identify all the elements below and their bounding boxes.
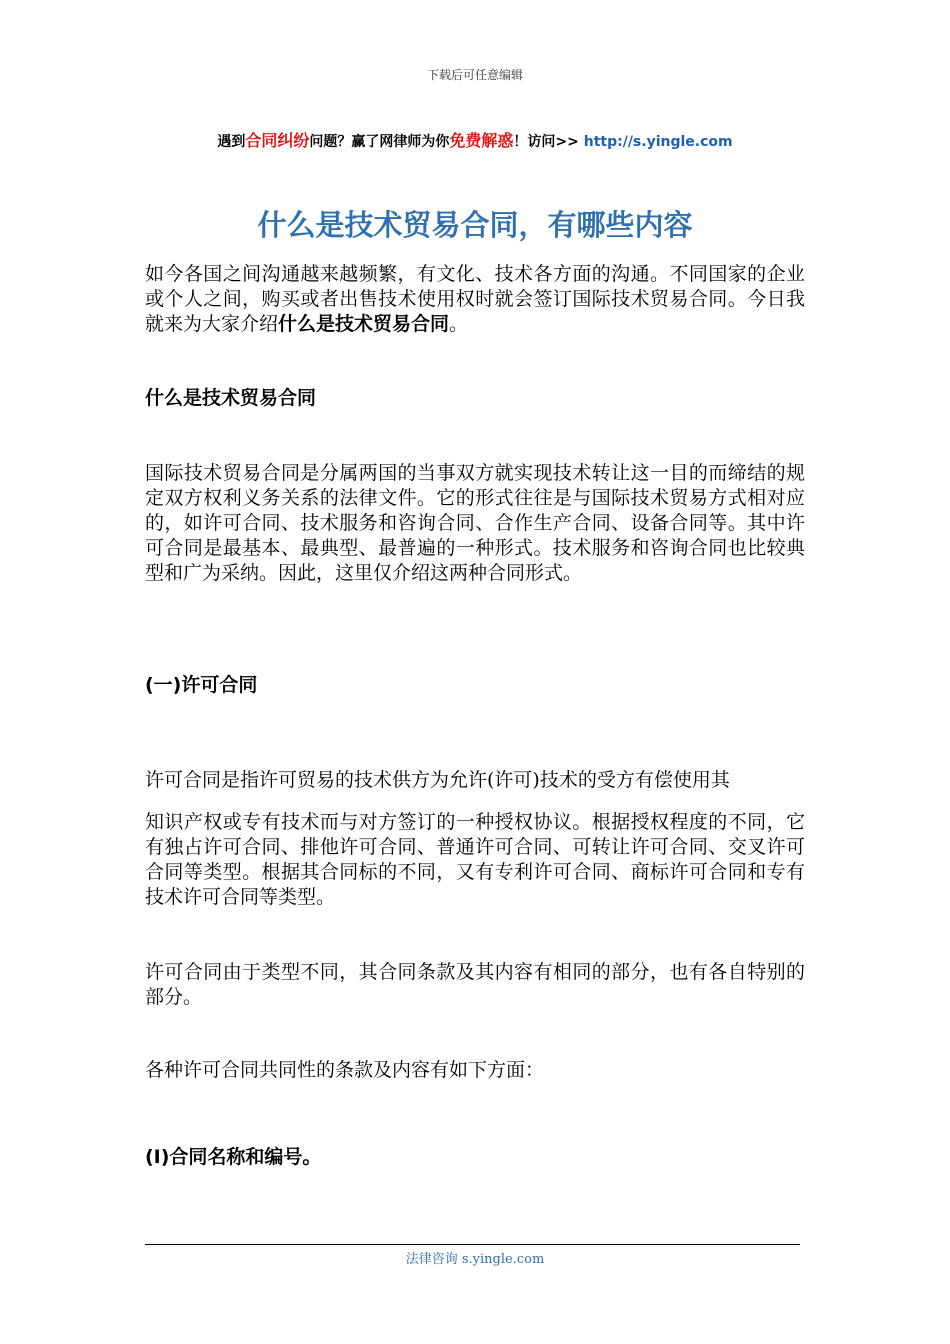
- types-paragraph: 许可合同由于类型不同，其合同条款及其内容有相同的部分，也有各自特别的部分。: [145, 961, 805, 1008]
- promo-banner: [0, 128, 950, 151]
- intro-bold-text: 什么是技术贸易合同: [278, 313, 450, 335]
- header-note: 下载后可任意编辑: [426, 68, 523, 82]
- promo-text-2: 问题？赢了网律师为你: [309, 134, 450, 150]
- promo-highlight-dispute: 合同纠纷: [245, 131, 310, 150]
- intro-text: 如今各国之间沟通越来越频繁，有文化、技术各方面的沟通。不同国家的企业或个人之间，购买或者出售技术使用权时就会签订国际技术贸易合同。今日我就来为大家介绍: [145, 263, 805, 335]
- intro-end: 。: [449, 313, 469, 335]
- promo-text-3: ！访问>>: [513, 134, 584, 150]
- section-heading-license-contract: (一)许可合同: [145, 674, 258, 696]
- footer-text: 法律咨询 s.yingle.com: [405, 1252, 545, 1267]
- intro-paragraph: [145, 262, 805, 337]
- section-heading-what-is: 什么是技术贸易合同: [145, 387, 317, 409]
- common-clauses-paragraph: 各种许可合同共同性的条款及内容有如下方面：: [145, 1059, 545, 1081]
- clause-heading-name-number: (I)合同名称和编号。: [145, 1146, 322, 1168]
- promo-highlight-free: 免费解惑: [449, 131, 514, 150]
- definition-paragraph: 国际技术贸易合同是分属两国的当事双方就实现技术转让这一目的而缔结的规定双方权利义务关系的法律文件。它的形式往往是与国际技术贸易方式相对应的，如许可合同、技术服务和咨询合同、合作生产合同、设备合同等。其中许可合同是最基本、最典型、最普遍的一种形式。技术服务和咨询合同也比较典型和广为采纳。因此，这里仅介绍这两种合同形式。: [145, 462, 805, 584]
- promo-link[interactable]: http://s.yingle.com: [583, 134, 733, 150]
- license-paragraph: 知识产权或专有技术而与对方签订的一种授权协议。根据授权程度的不同，它有独占许可合同、排他许可合同、普通许可合同、可转让许可合同、交叉许可合同等类型。根据其合同标的不同，又有专利许可合同、商标许可合同和专有技术许可合同等类型。: [145, 811, 805, 908]
- page-title: 什么是技术贸易合同，有哪些内容: [257, 208, 693, 242]
- footer-divider: [145, 1244, 800, 1245]
- license-paragraph-line1: 许可合同是指许可贸易的技术供方为允许(许可)技术的受方有偿使用其: [145, 769, 730, 791]
- promo-text-1: 遇到: [217, 134, 246, 150]
